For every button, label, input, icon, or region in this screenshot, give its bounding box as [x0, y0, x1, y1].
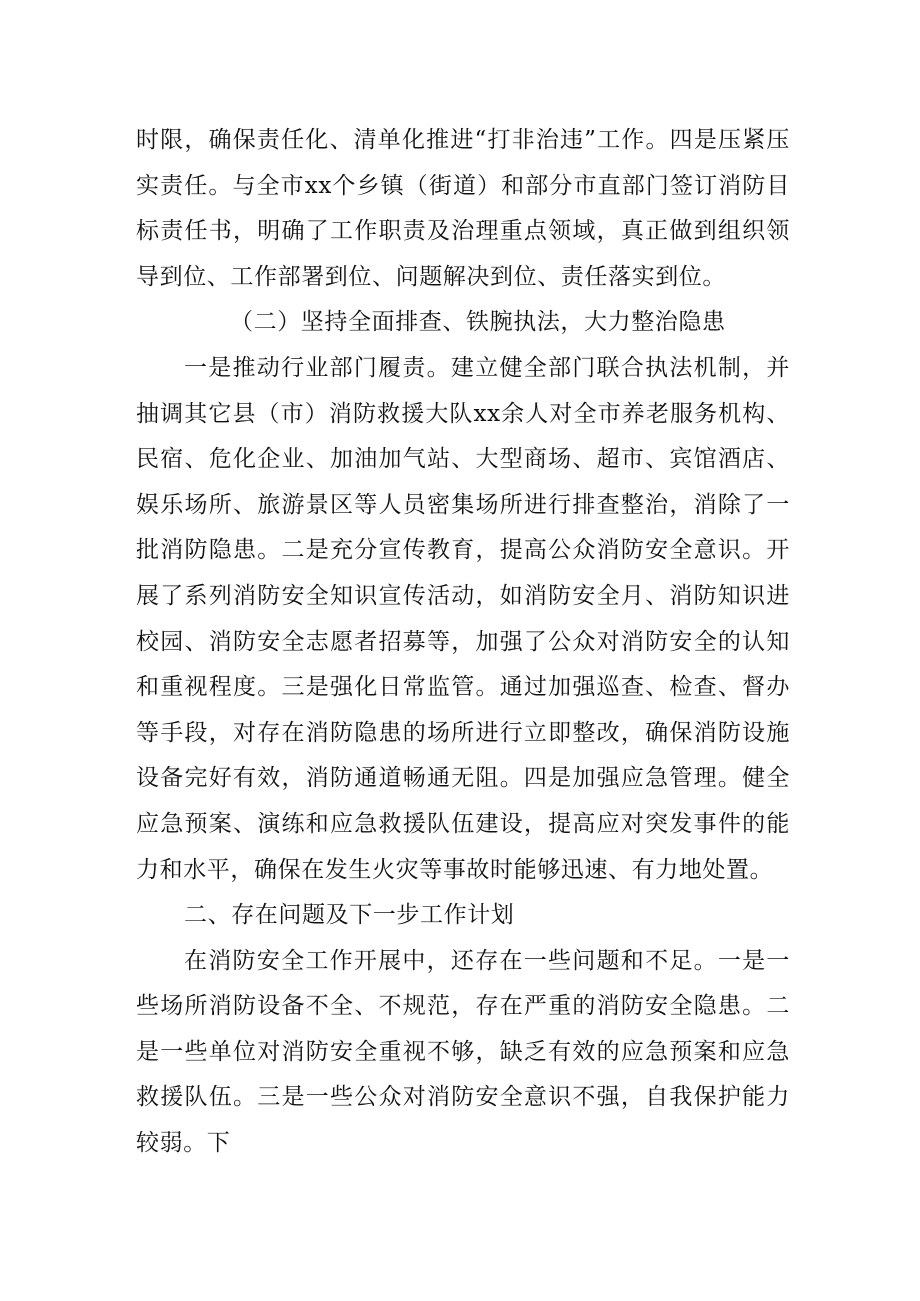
document-body: [136, 118, 790, 1167]
paragraph-responsibility: 时限，确保责任化、清单化推进“打非治违”工作。四是压紧压实责任。与全市xx个乡镇（街道）和部分市直部门签订消防目标责任书，明确了工作职责及治理重点领域，真正做到组织领导到位、工作部署到位、问题解决到位、责任落实到位。: [136, 127, 790, 290]
section-subheading: （二）坚持全面排查、铁腕执法，大力整治隐患: [230, 309, 726, 336]
paragraph-problems: 在消防安全工作开展中，还存在一些问题和不足。一是一些场所消防设备不全、不规范，存在严重的消防安全隐患。二是一些单位对消防安全重视不够，缺乏有效的应急预案和应急救援队伍。三是一些公众对消防安全意识不强，自我保护能力较弱。下: [136, 947, 790, 1157]
section-heading: 二、存在问题及下一步工作计划: [184, 902, 515, 929]
paragraph-inspection: 一是推动行业部门履责。建立健全部门联合执法机制，并抽调其它县（市）消防救援大队xx余人对全市养老服务机构、民宿、危化企业、加油加气站、大型商场、超市、宾馆酒店、娱乐场所、旅游景区等人员密集场所进行排查整治，消除了一批消防隐患。二是充分宣传教育，提高公众消防安全意识。开展了系列消防安全知识宣传活动，如消防安全月、消防知识进校园、消防安全志愿者招募等，加强了公众对消防安全的认知和重视程度。三是强化日常监管。通过加强巡查、检查、督办等手段，对存在消防隐患的场所进行立即整改，确保消防设施设备完好有效，消防通道畅通无阻。四是加强应急管理。健全应急预案、演练和应急救援队伍建设，提高应对突发事件的能力和水平，确保在发生火灾等事故时能够迅速、有力地处置。: [136, 354, 790, 883]
